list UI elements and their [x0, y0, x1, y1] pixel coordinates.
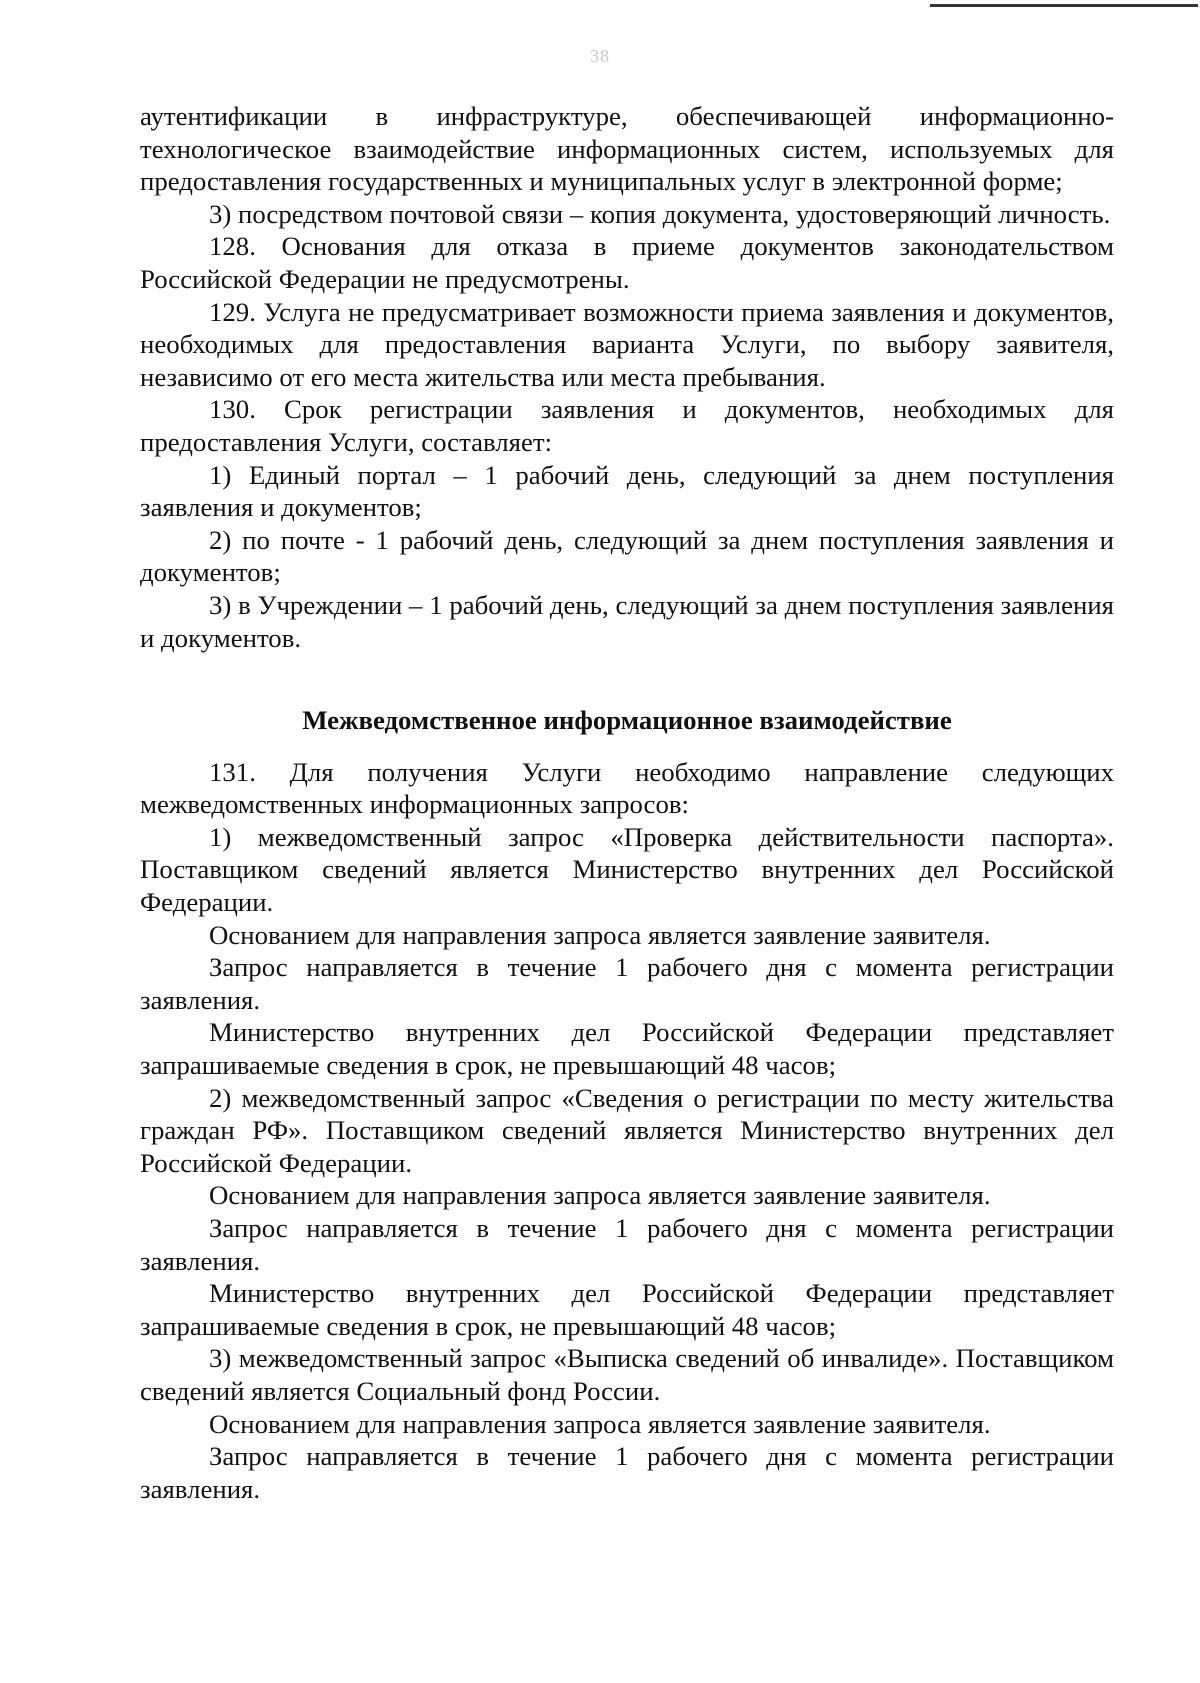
request-1-basis: Основанием для направления запроса является заявление заявителя. — [209, 919, 991, 950]
request-3-basis: Основанием для направления запроса является заявление заявителя. — [209, 1408, 991, 1439]
paragraph-authentication-continuation: аутентификации в инфраструктуре, обеспечивающей информационно-технологическое взаимодействие информационных систем, используемых для предоставления государственных и муниципальных услуг в электронной форме; — [140, 101, 1114, 197]
paragraph-128: 128. Основания для отказа в приеме документов законодательством Российской Федерации не предусмотрены. — [140, 231, 1114, 294]
paragraph-postal-copy: 3) посредством почтовой связи – копия документа, удостоверяющий личность. — [209, 198, 1111, 229]
request-1-response: Министерство внутренних дел Российской Федерации представляет запрашиваемые сведения в срок, не превышающий 48 часов; — [140, 1017, 1114, 1081]
request-3-timing: Запрос направляется в течение 1 рабочего дня с момента регистрации заявления. — [140, 1441, 1114, 1504]
request-1-timing: Запрос направляется в течение 1 рабочего дня с момента регистрации заявления. — [140, 952, 1114, 1015]
request-2-timing: Запрос направляется в течение 1 рабочего дня с момента регистрации заявления. — [140, 1213, 1114, 1276]
request-1-passport: 1) межведомственный запрос «Проверка действительности паспорта». Поставщиком сведений является Министерство внутренних дел Российской Федерации. — [140, 821, 1114, 918]
list-item-institution: 3) в Учреждении – 1 рабочий день, следующий за днем поступления заявления и документов. — [140, 589, 1114, 653]
section-heading: Межведомственное информационное взаимодействие — [302, 705, 952, 736]
page-number: 38 — [590, 46, 610, 66]
paragraph-129: 129. Услуга не предусматривает возможности приема заявления и документов, необходимых для предоставления варианта Услуги, по выбору заявителя, независимо от его места жительства или места пребывания. — [140, 296, 1114, 392]
request-2-response: Министерство внутренних дел Российской Федерации представляет запрашиваемые сведения в срок, не превышающий 48 часов; — [140, 1278, 1114, 1341]
request-2-residence: 2) межведомственный запрос «Сведения о регистрации по месту жительства граждан РФ». Поставщиком сведений является Министерство внутренних дел Российской Федерации. — [140, 1082, 1114, 1178]
paragraph-131: 131. Для получения Услуги необходимо направление следующих межведомственных информационных запросов: — [140, 756, 1114, 820]
request-3-disability: 3) межведомственный запрос «Выписка сведений об инвалиде». Поставщиком сведений является Социальный фонд России. — [140, 1343, 1114, 1406]
document-body — [140, 100, 1114, 1505]
list-item-post: 2) по почте - 1 рабочий день, следующий за днем поступления заявления и документов; — [140, 524, 1114, 588]
paragraph-130: 130. Срок регистрации заявления и документов, необходимых для предоставления Услуги, составляет: — [140, 394, 1114, 457]
list-item-portal: 1) Единый портал – 1 рабочий день, следующий за днем поступления заявления и документов; — [140, 459, 1114, 523]
top-edge-rule — [930, 4, 1198, 7]
request-2-basis: Основанием для направления запроса является заявление заявителя. — [209, 1180, 991, 1211]
